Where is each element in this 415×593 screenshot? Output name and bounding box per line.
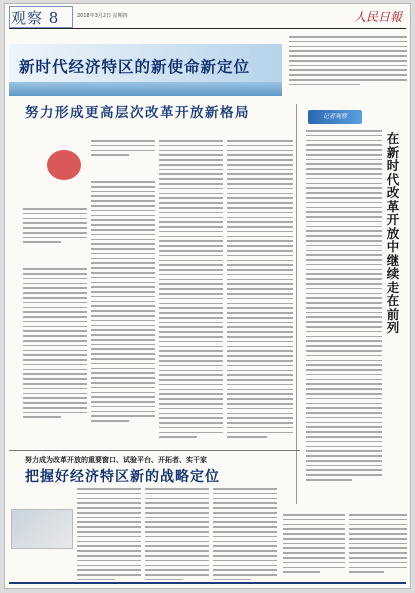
bottom-column-2 (145, 488, 209, 584)
column-logo (25, 150, 85, 206)
lead-column-3 (159, 140, 223, 441)
lead-column-1 (23, 208, 87, 421)
lead-headline: 努力形成更高层次改革开放新格局 (25, 105, 250, 121)
column-divider (296, 104, 297, 504)
page-header (5, 4, 410, 32)
banner-sea (9, 82, 282, 96)
sidebar-body (306, 130, 382, 484)
issue-date: 2018年3月2日 星期四 (77, 13, 128, 19)
bottom-subheadline: 努力成为改革开放的重要窗口、试验平台、开拓者、实干家 (25, 455, 207, 464)
newspaper-page (4, 3, 411, 589)
header-rule (9, 28, 406, 29)
banner-image (9, 44, 282, 96)
banner-title: 新时代经济特区的新使命新定位 (19, 57, 251, 76)
section-rule (9, 450, 300, 451)
bottom-photo (11, 509, 73, 549)
section-label: 观察 8 (11, 9, 60, 27)
sidebar-article (302, 104, 408, 504)
sidebar-tag: 记者观察 (308, 110, 362, 124)
top-intro-text (289, 36, 407, 98)
lead-column-4 (227, 140, 293, 441)
lead-column-2 (91, 140, 155, 425)
bottom-column-4 (283, 514, 345, 576)
page-bottom-rule (9, 582, 406, 584)
bottom-column-1 (77, 488, 141, 584)
bottom-column-3 (213, 488, 277, 584)
sidebar-title: 在新时代改革开放中继续走在前列 (386, 131, 400, 335)
logo-seal-icon (47, 150, 81, 180)
bottom-column-5 (349, 514, 407, 576)
masthead-logo: 人民日報 (353, 10, 402, 24)
bottom-headline: 把握好经济特区新的战略定位 (25, 469, 220, 485)
